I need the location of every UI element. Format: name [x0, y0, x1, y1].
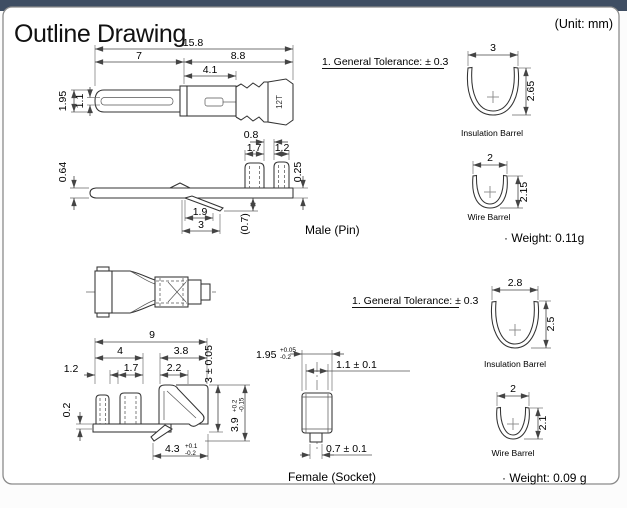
dim-male-pin-width: 1.1: [74, 93, 86, 109]
male-part-label: Male (Pin): [305, 223, 360, 237]
male-insulation-barrel-label: Insulation Barrel: [460, 128, 524, 138]
dim-male-wire-barrel-height: 2.15: [518, 181, 530, 203]
dim-male-lance-length: 1.9: [192, 206, 208, 218]
female-tolerance-text: 1. General Tolerance: ± 0.3: [352, 295, 479, 307]
dim-female-wire-barrel-width: 2: [510, 383, 516, 395]
dim-male-overall-length: 15.8: [182, 37, 204, 49]
dim-female-lance-length: 4.3: [165, 443, 180, 455]
page-title: Outline Drawing: [14, 20, 186, 48]
dim-male-wire-tab-width: 1.7: [246, 142, 262, 154]
dim-female-lance-tol-minus: -0.2: [185, 450, 196, 457]
dim-female-seg2: 1.7: [123, 362, 139, 374]
female-part-label: Female (Socket): [288, 470, 377, 484]
dim-female-width-tol-minus: -0.2: [280, 354, 291, 361]
dim-male-wire-barrel-width: 2: [487, 152, 493, 164]
dim-male-pin-length: 7: [136, 50, 142, 62]
dim-male-tab-gap: 0.8: [243, 129, 259, 141]
dim-male-tip-height: 1.95: [57, 90, 69, 112]
male-tolerance-text: 1. General Tolerance: ± 0.3: [322, 56, 449, 68]
dim-female-lance-tol-plus: +0.1: [185, 443, 198, 450]
unit-note: (Unit: mm): [554, 17, 613, 31]
terminal-stamp-text: 12T: [275, 95, 284, 109]
dim-female-overall-height-tol-plus: +0.2: [231, 399, 239, 412]
dim-male-insulation-barrel-height: 2.65: [525, 80, 537, 102]
dim-female-stock-thickness: 0.2: [61, 402, 73, 418]
dim-female-rear-length: 3.8: [173, 345, 189, 357]
dim-male-lance-span: 3: [198, 219, 204, 231]
dim-male-stock-thickness: 0.64: [57, 161, 69, 183]
dim-female-wire-barrel-height: 2.1: [537, 415, 549, 431]
female-tolerance-note: [352, 295, 479, 308]
dim-female-front-length: 4: [117, 345, 123, 357]
dim-female-seg1: 1.2: [63, 363, 79, 375]
dim-male-end-thickness: 0.25: [292, 161, 304, 183]
female-weight-note: · Weight: 0.09 g: [502, 471, 587, 485]
dim-female-insulation-barrel-height: 2.5: [545, 316, 557, 332]
male-weight-note: · Weight: 0.11g: [504, 231, 585, 245]
dim-male-transition-length: 4.1: [202, 64, 218, 76]
dim-male-barrel-length: 8.8: [230, 50, 246, 62]
dim-female-width: 1.95: [256, 349, 277, 361]
dim-female-insulation-barrel-width: 2.8: [507, 277, 523, 289]
dim-female-inner-width: 1.1 ± 0.1: [336, 359, 377, 371]
male-wire-barrel-label: Wire Barrel: [467, 212, 511, 222]
dim-female-width-tol-plus: +0.05: [280, 347, 296, 354]
dim-female-overall-height: 3.9: [229, 417, 241, 432]
male-tolerance-note: [322, 56, 449, 69]
dim-male-insulation-barrel-width: 3: [490, 42, 496, 54]
dim-female-overall-length: 9: [149, 329, 155, 341]
dim-male-lance-drop: (0.7): [239, 213, 251, 235]
dim-male-insulation-tab-width: 1.2: [274, 142, 290, 154]
dim-female-overall-height-tol-minus: -0.15: [238, 397, 246, 412]
dim-female-body-height: 3 ± 0.05: [203, 345, 215, 383]
female-wire-barrel-label: Wire Barrel: [491, 448, 535, 458]
female-insulation-barrel-label: Insulation Barrel: [483, 359, 547, 369]
dim-female-stem-width: 0.7 ± 0.1: [326, 443, 367, 455]
dim-female-seg3: 2.2: [166, 362, 182, 374]
